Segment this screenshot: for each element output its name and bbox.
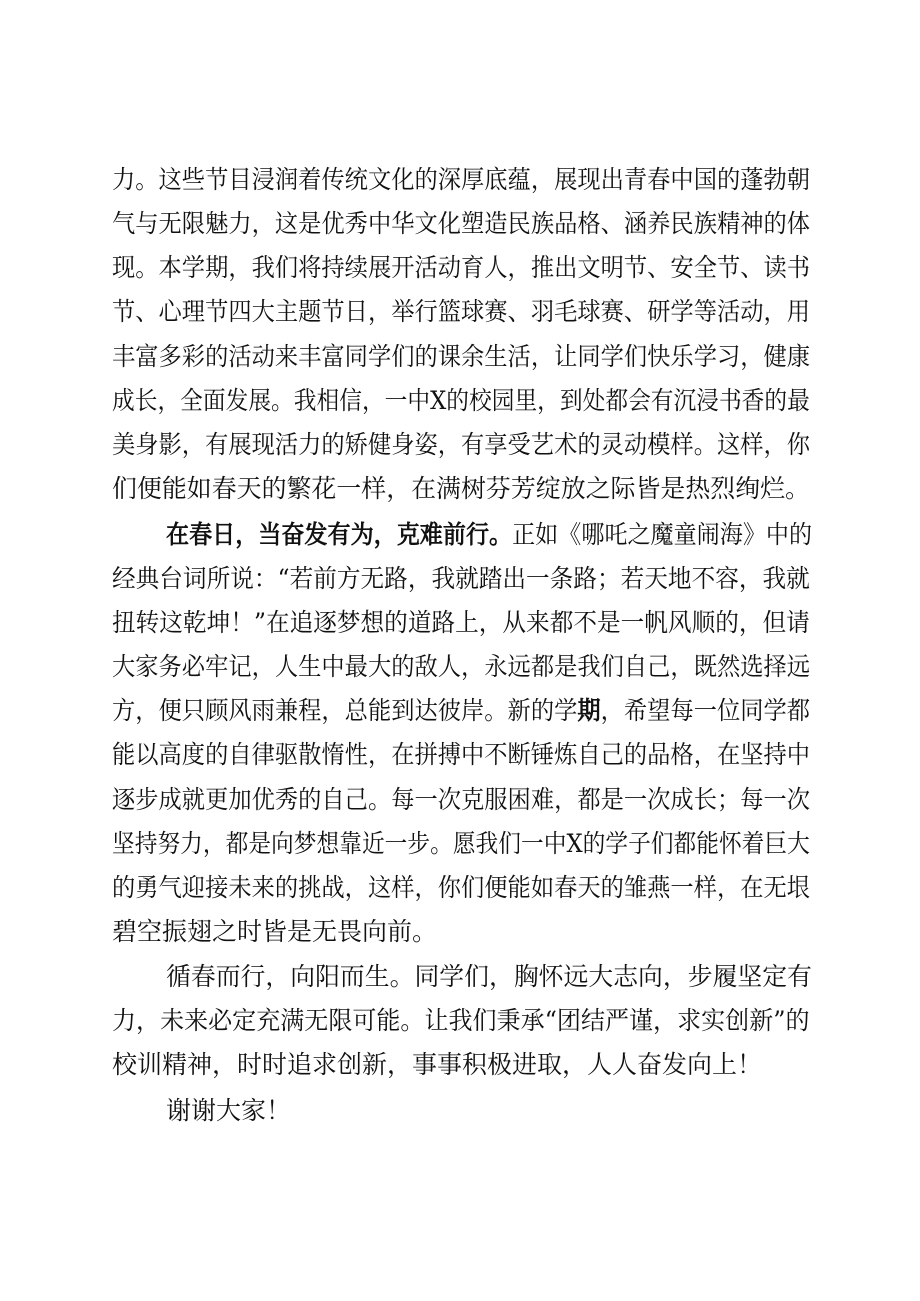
text-span: 现。本学期，我们将持续展开活动育人，推出文明节、安全节、读书: [112, 253, 811, 282]
text-line: [112, 202, 810, 246]
text-span: 力，未来必定充满无限可能。让我们秉承“团结严谨，求实创新”的: [112, 1006, 810, 1035]
text-span: 谢谢大家！: [166, 1096, 292, 1125]
text-line: [112, 910, 437, 954]
text-line: [166, 1089, 291, 1133]
text-span: 节、心理节四大主题节日，举行篮球赛、羽毛球赛、研学等活动，用: [112, 297, 811, 326]
text-span: 循春而行，向阳而生。同学们，胸怀远大志向，步履坚定有: [166, 962, 812, 991]
bold-text-span: 在春日，当奋发有为，克难前行。: [166, 520, 513, 549]
text-span: 校训精神，时时追求创新，事事积极进取，人人奋发向上！: [112, 1050, 763, 1079]
text-line: [166, 513, 812, 557]
text-span: 正如《哪吒之魔童闹海》中的: [512, 520, 813, 549]
text-line: [112, 645, 810, 689]
text-line: [112, 557, 810, 601]
text-line: [112, 467, 810, 511]
text-line: [112, 999, 810, 1043]
text-line: [112, 689, 810, 733]
text-span: 力。这些节目浸润着传统文化的深厚底蕴，展现出青春中国的蓬勃朝: [112, 165, 811, 194]
text-span: 丰富多彩的活动来丰富同学们的课余生活，让同学们快乐学习，健康: [112, 342, 811, 371]
text-line: [112, 822, 810, 866]
text-line: [112, 379, 810, 423]
text-span: 逐步成就更加优秀的自己。每一次克服困难，都是一次成长；每一次: [112, 785, 811, 814]
text-line: [112, 423, 810, 467]
text-span: ，希望每一位同学都: [600, 696, 811, 725]
text-line: [112, 1043, 762, 1087]
text-span: 扭转这乾坤！”在追逐梦想的道路上，从来都不是一帆风顺的，但请: [112, 608, 810, 637]
text-line: [112, 601, 810, 645]
text-span: 大家务必牢记，人生中最大的敌人，永远都是我们自己，既然选择远: [112, 652, 811, 681]
text-span: 坚持努力，都是向梦想靠近一步。愿我们一中X的学子们都能怀着巨大: [112, 829, 810, 858]
text-span: 们便能如春天的繁花一样，在满树芬芳绽放之际皆是热烈绚烂。: [112, 474, 810, 503]
text-line: [112, 733, 810, 777]
text-span: 碧空振翅之时皆是无畏向前。: [112, 917, 438, 946]
text-line: [112, 778, 810, 822]
text-span: 的勇气迎接未来的挑战，这样，你们便能如春天的雏燕一样，在无垠: [112, 873, 811, 902]
text-line: [112, 158, 810, 202]
text-span: 能以高度的自律驱散惰性，在拼搏中不断锤炼自己的品格，在坚持中: [112, 740, 811, 769]
text-span: 经典台词所说：“若前方无路，我就踏出一条路；若天地不容，我就: [112, 564, 810, 593]
text-line: [112, 335, 810, 379]
text-line: [166, 955, 812, 999]
text-span: 方，便只顾风雨兼程，总能到达彼岸。新的学: [112, 696, 578, 725]
text-span: 美身影，有展现活力的矫健身姿，有享受艺术的灵动模样。这样，你: [112, 430, 811, 459]
bold-text-span: 期: [577, 696, 601, 725]
text-line: [112, 866, 810, 910]
text-span: 气与无限魅力，这是优秀中华文化塑造民族品格、涵养民族精神的体: [112, 209, 811, 238]
text-span: 成长，全面发展。我相信，一中X的校园里，到处都会有沉浸书香的最: [112, 386, 810, 415]
text-line: [112, 290, 810, 334]
text-line: [112, 246, 810, 290]
